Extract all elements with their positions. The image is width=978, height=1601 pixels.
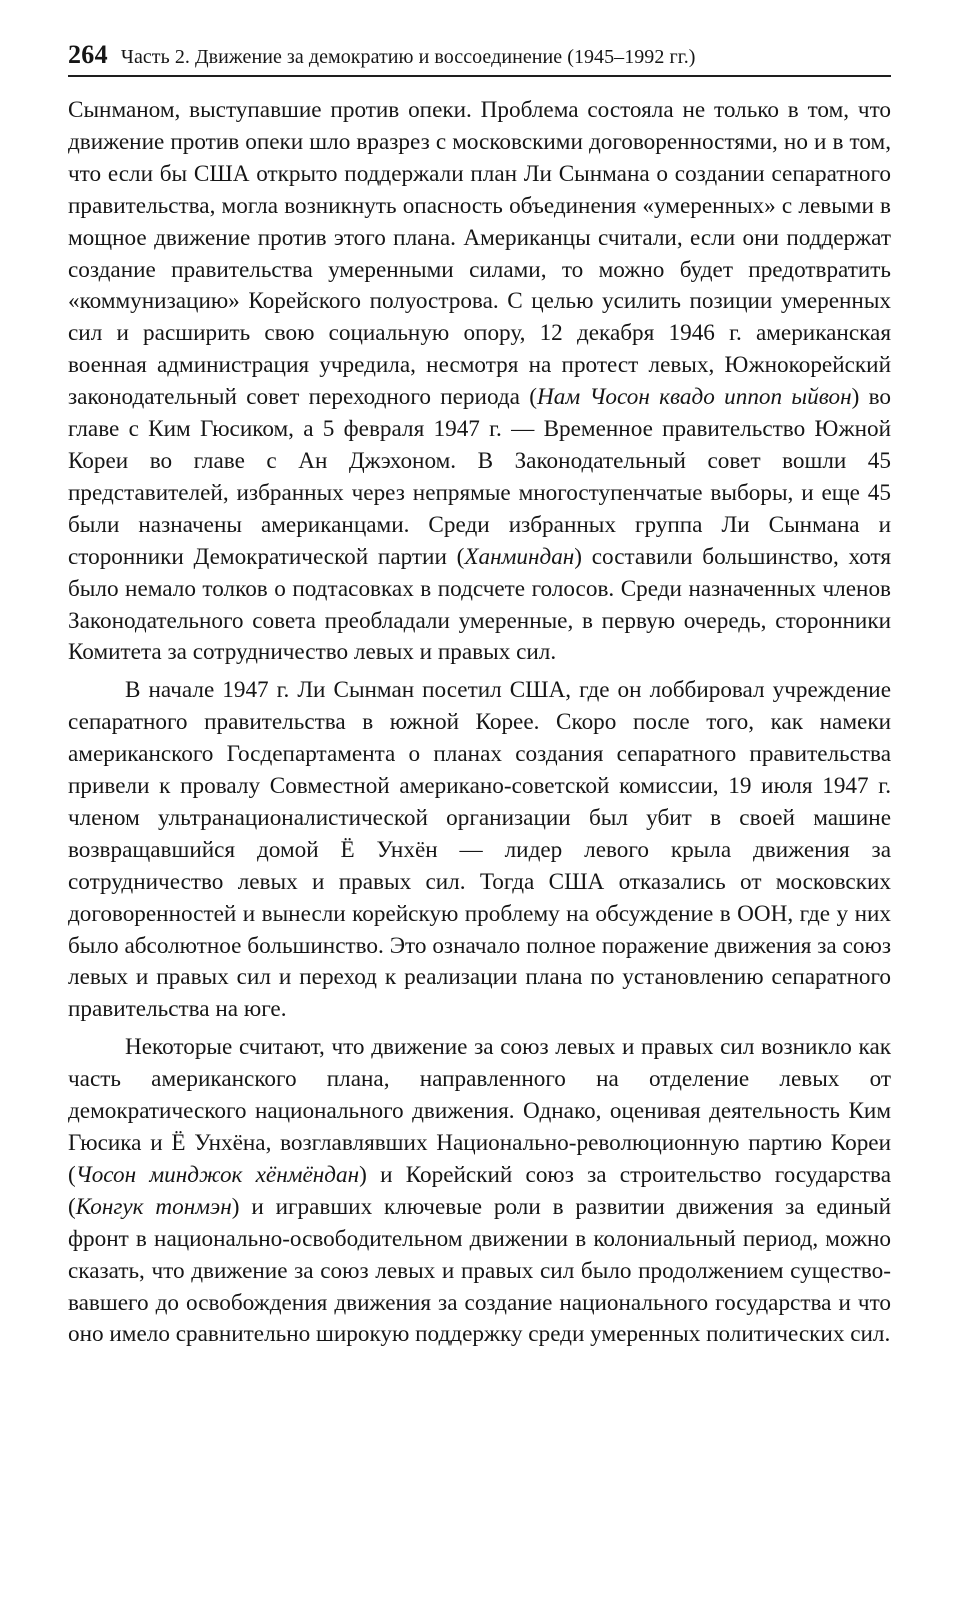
- text-run: В начале 1947 г. Ли Сынман посетил США, где он лоббировал учреждение сепаратного правительства в южной Корее. Скоро после того, как намеки американского Госдепартамента о планах создания сепаратного правительства привели к провалу Совместной американо-советской комиссии, 19 июля 1947 г. членом ультранационалистической организации был убит в своей машине возвращавшийся домой Ё Унхён — лидер левого крыла движения за сотрудничество левых и правых сил. Тогда США отказались от московских договоренностей и вынесли корейскую проблему на обсуждение в ООН, где у них было абсолютное большинство. Это означало полное поражение движения за союз левых и правых сил и переход к реализации плана по установлению сепаратного правительства на юге.: [68, 677, 891, 1023]
- running-head: [68, 40, 891, 77]
- paragraph: [68, 1032, 891, 1351]
- text-run: ) составили большинство, хотя было немало толков о подтасовках в подсчете голосов. Среди назначенных членов Законодательного совета преобладали умеренные, в первую очередь, сторонники Комитета за сотрудничество левых и правых сил.: [68, 543, 891, 666]
- text-run: ) и игравших ключевые роли в развитии движения за единый фронт в национально-освободительном движении в колониальный период, можно сказать, что движение за союз левых и правых сил было продолжением существовавшего до освобождения движения за создание национального государства и что оно имело сравнительно широкую поддержку среди умеренных политических сил.: [68, 1193, 891, 1348]
- running-title: Часть 2. Движение за демократию и воссоединение (1945–1992 гг.): [120, 46, 696, 68]
- paragraph: [68, 675, 891, 1026]
- italic-term: Ханминдан: [464, 543, 575, 570]
- text-run: ) и Корейский союз за строительство государства (: [68, 1161, 891, 1220]
- italic-term: Конгук тонмэн: [75, 1193, 232, 1220]
- page-number: 264: [68, 40, 108, 69]
- body-text: [68, 95, 891, 1351]
- italic-term: Нам Чосон квадо иппоп ыйвон: [537, 384, 852, 411]
- book-page: [68, 40, 891, 1351]
- italic-term: Чосон минджок хёнмёндан: [75, 1161, 360, 1188]
- text-run: ) во главе с Ким Гюсиком, а 5 февраля 1947 г. — Временное правительство Южной Кореи во главе с Ан Джэхоном. В Законодательный совет вошли 45 представителей, избранных через непрямые многоступенчатые выборы, и еще 45 были назначены американцами. Среди избранных группа Ли Сынмана и сторонники Демократической партии (: [68, 384, 891, 570]
- text-run: Сынманом, выступавшие против опеки. Проблема состояла не только в том, что движение против опеки шло вразрез с московскими договоренностями, но и в том, что если бы США открыто поддержали план Ли Сынмана о создании сепаратного правительства, могла возникнуть опасность объединения «умеренных» с левыми в мощное движение против этого плана. Американцы считали, если они поддержат создание правительства умеренными силами, то можно будет предотвратить «коммунизацию» Корейского полуострова. С целью усилить позиции умеренных сил и расширить свою социальную опору, 12 декабря 1946 г. американская военная администрация учредила, несмотря на протест левых, Южнокорейский законодательный совет переходного периода (: [68, 97, 891, 411]
- paragraph: [68, 95, 891, 669]
- text-run: Некоторые считают, что движение за союз левых и правых сил возникло как часть американского плана, направленного на отделение левых от демократического национального движения. Однако, оценивая деятельность Ким Гюсика и Ё Унхёна, возглавлявших Национально-революционную партию Кореи (: [68, 1034, 891, 1188]
